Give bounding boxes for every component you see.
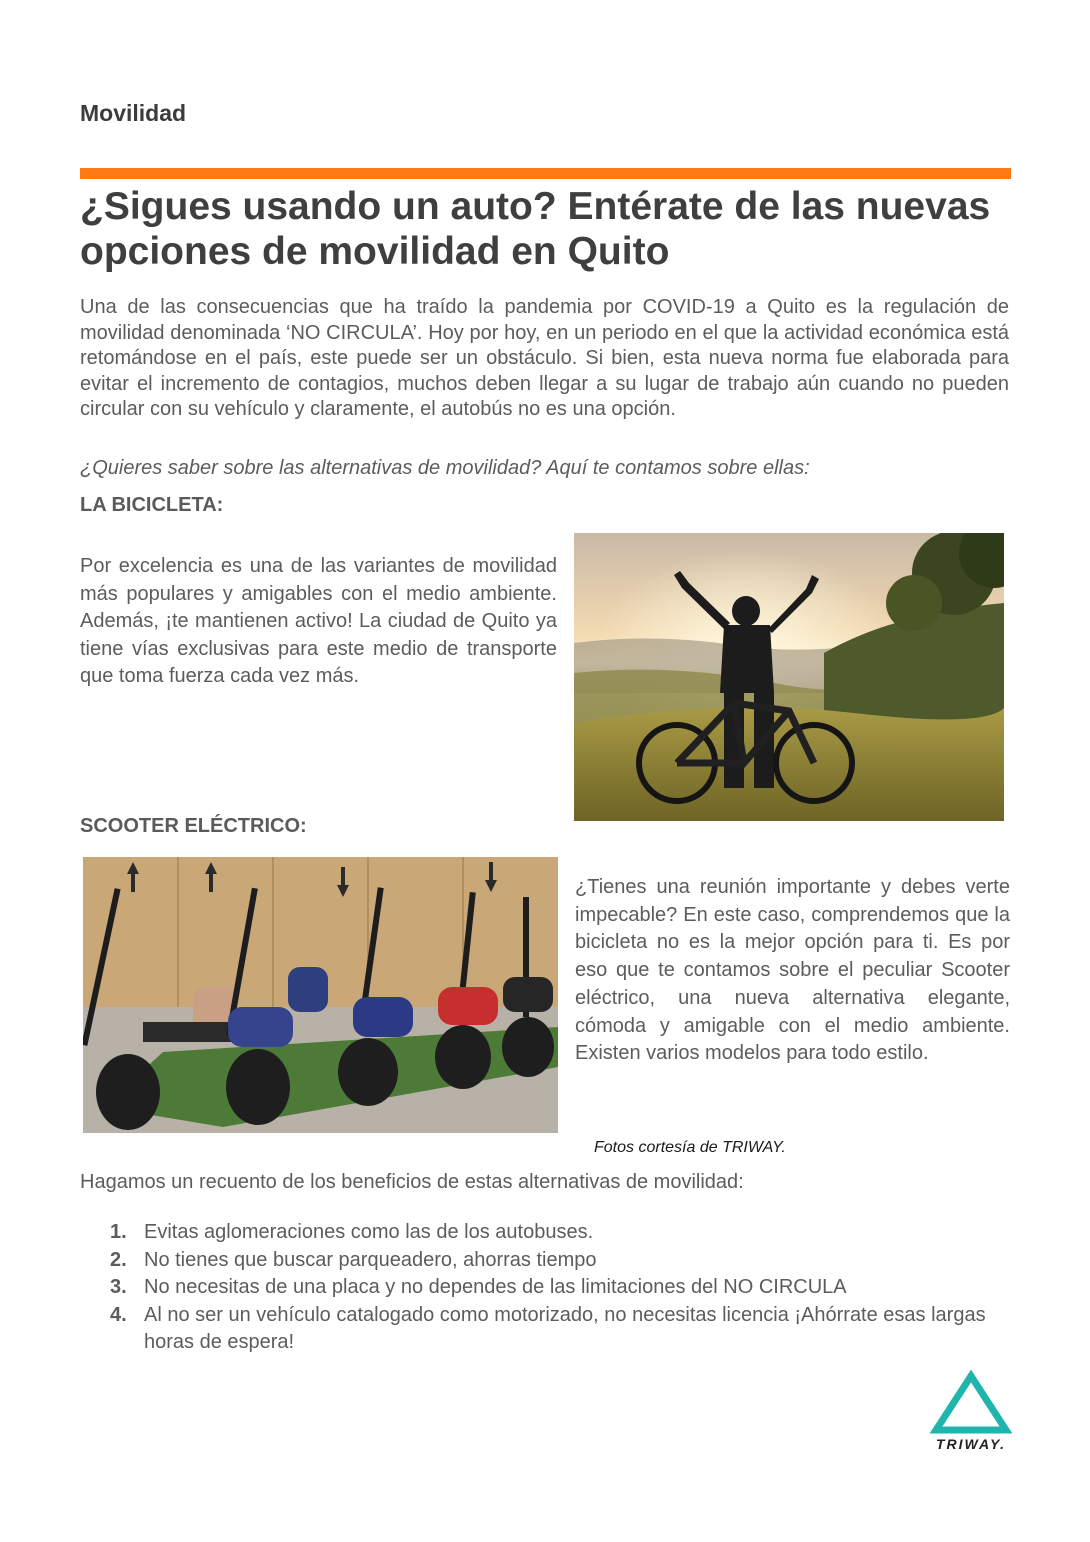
intro-paragraph: Una de las consecuencias que ha traído la pandemia por COVID-19 a Quito es la regulación de movilidad denominada ‘NO CIRCULA’. Hoy por hoy, en un periodo en el que la actividad económica está retomándose en el país, este puede ser un obstáculo. Si bien, esta nueva norma fue elaborada para evitar el incremento de contagios, muchos deben llegar a su lugar de trabajo aún cuando no pueden circular con su vehículo y claramente, el autobús no es una opción. — [80, 296, 1009, 420]
benefits-list — [110, 1219, 1010, 1357]
list-item — [110, 1274, 1010, 1302]
list-item-number: 1. — [110, 1221, 127, 1243]
alternatives-question: ¿Quieres saber sobre las alternativas de movilidad? Aquí te contamos sobre ellas: — [80, 457, 810, 479]
logo-text: TRIWAY. — [935, 1436, 1006, 1452]
scooter-heading: SCOOTER ELÉCTRICO: — [80, 815, 307, 837]
triway-logo — [930, 1370, 1012, 1454]
bicycle-photo — [574, 533, 1004, 821]
list-item-text: Al no ser un vehículo catalogado como motorizado, no necesitas licencia ¡Ahórrate esas largas horas de espera! — [144, 1303, 986, 1353]
bicycle-heading: LA BICICLETA: — [80, 494, 224, 516]
list-item-number: 4. — [110, 1303, 127, 1326]
article-headline: ¿Sigues usando un auto? Entérate de las nuevas opciones de movilidad en Quito — [80, 185, 991, 273]
section-label: Movilidad — [80, 100, 187, 126]
list-item — [110, 1247, 1010, 1275]
list-item-text: Evitas aglomeraciones como las de los autobuses. — [144, 1221, 594, 1243]
benefits-intro: Hagamos un recuento de los beneficios de estas alternativas de movilidad: — [80, 1171, 744, 1193]
triangle-logo-icon — [930, 1370, 1012, 1434]
list-item-number: 3. — [110, 1276, 127, 1298]
list-item — [110, 1219, 1010, 1247]
list-item — [110, 1302, 1010, 1357]
list-item-text: No necesitas de una placa y no dependes de las limitaciones del NO CIRCULA — [144, 1276, 847, 1298]
photo-credit: Fotos cortesía de TRIWAY. — [594, 1139, 786, 1156]
list-item-number: 2. — [110, 1248, 127, 1271]
accent-bar — [80, 168, 1011, 179]
list-item-text: No tienes que buscar parqueadero, ahorras tiempo — [144, 1248, 597, 1271]
bicycle-paragraph: Por excelencia es una de las variantes de movilidad más populares y amigables con el medio ambiente. Además, ¡te mantienen activo! La ciudad de Quito ya tiene vías exclusivas para este medio de transporte que toma fuerza cada vez más. — [80, 555, 557, 688]
scooter-photo — [83, 857, 558, 1133]
scooter-paragraph: ¿Tienes una reunión importante y debes verte impecable? En este caso, comprendemos que la bicicleta no es la mejor opción para ti. Es por eso que te contamos sobre el peculiar Scooter eléctrico, una nueva alternativa elegante, cómoda y amigable con el medio ambiente. Existen varios modelos para todo estilo. — [575, 876, 1010, 1065]
